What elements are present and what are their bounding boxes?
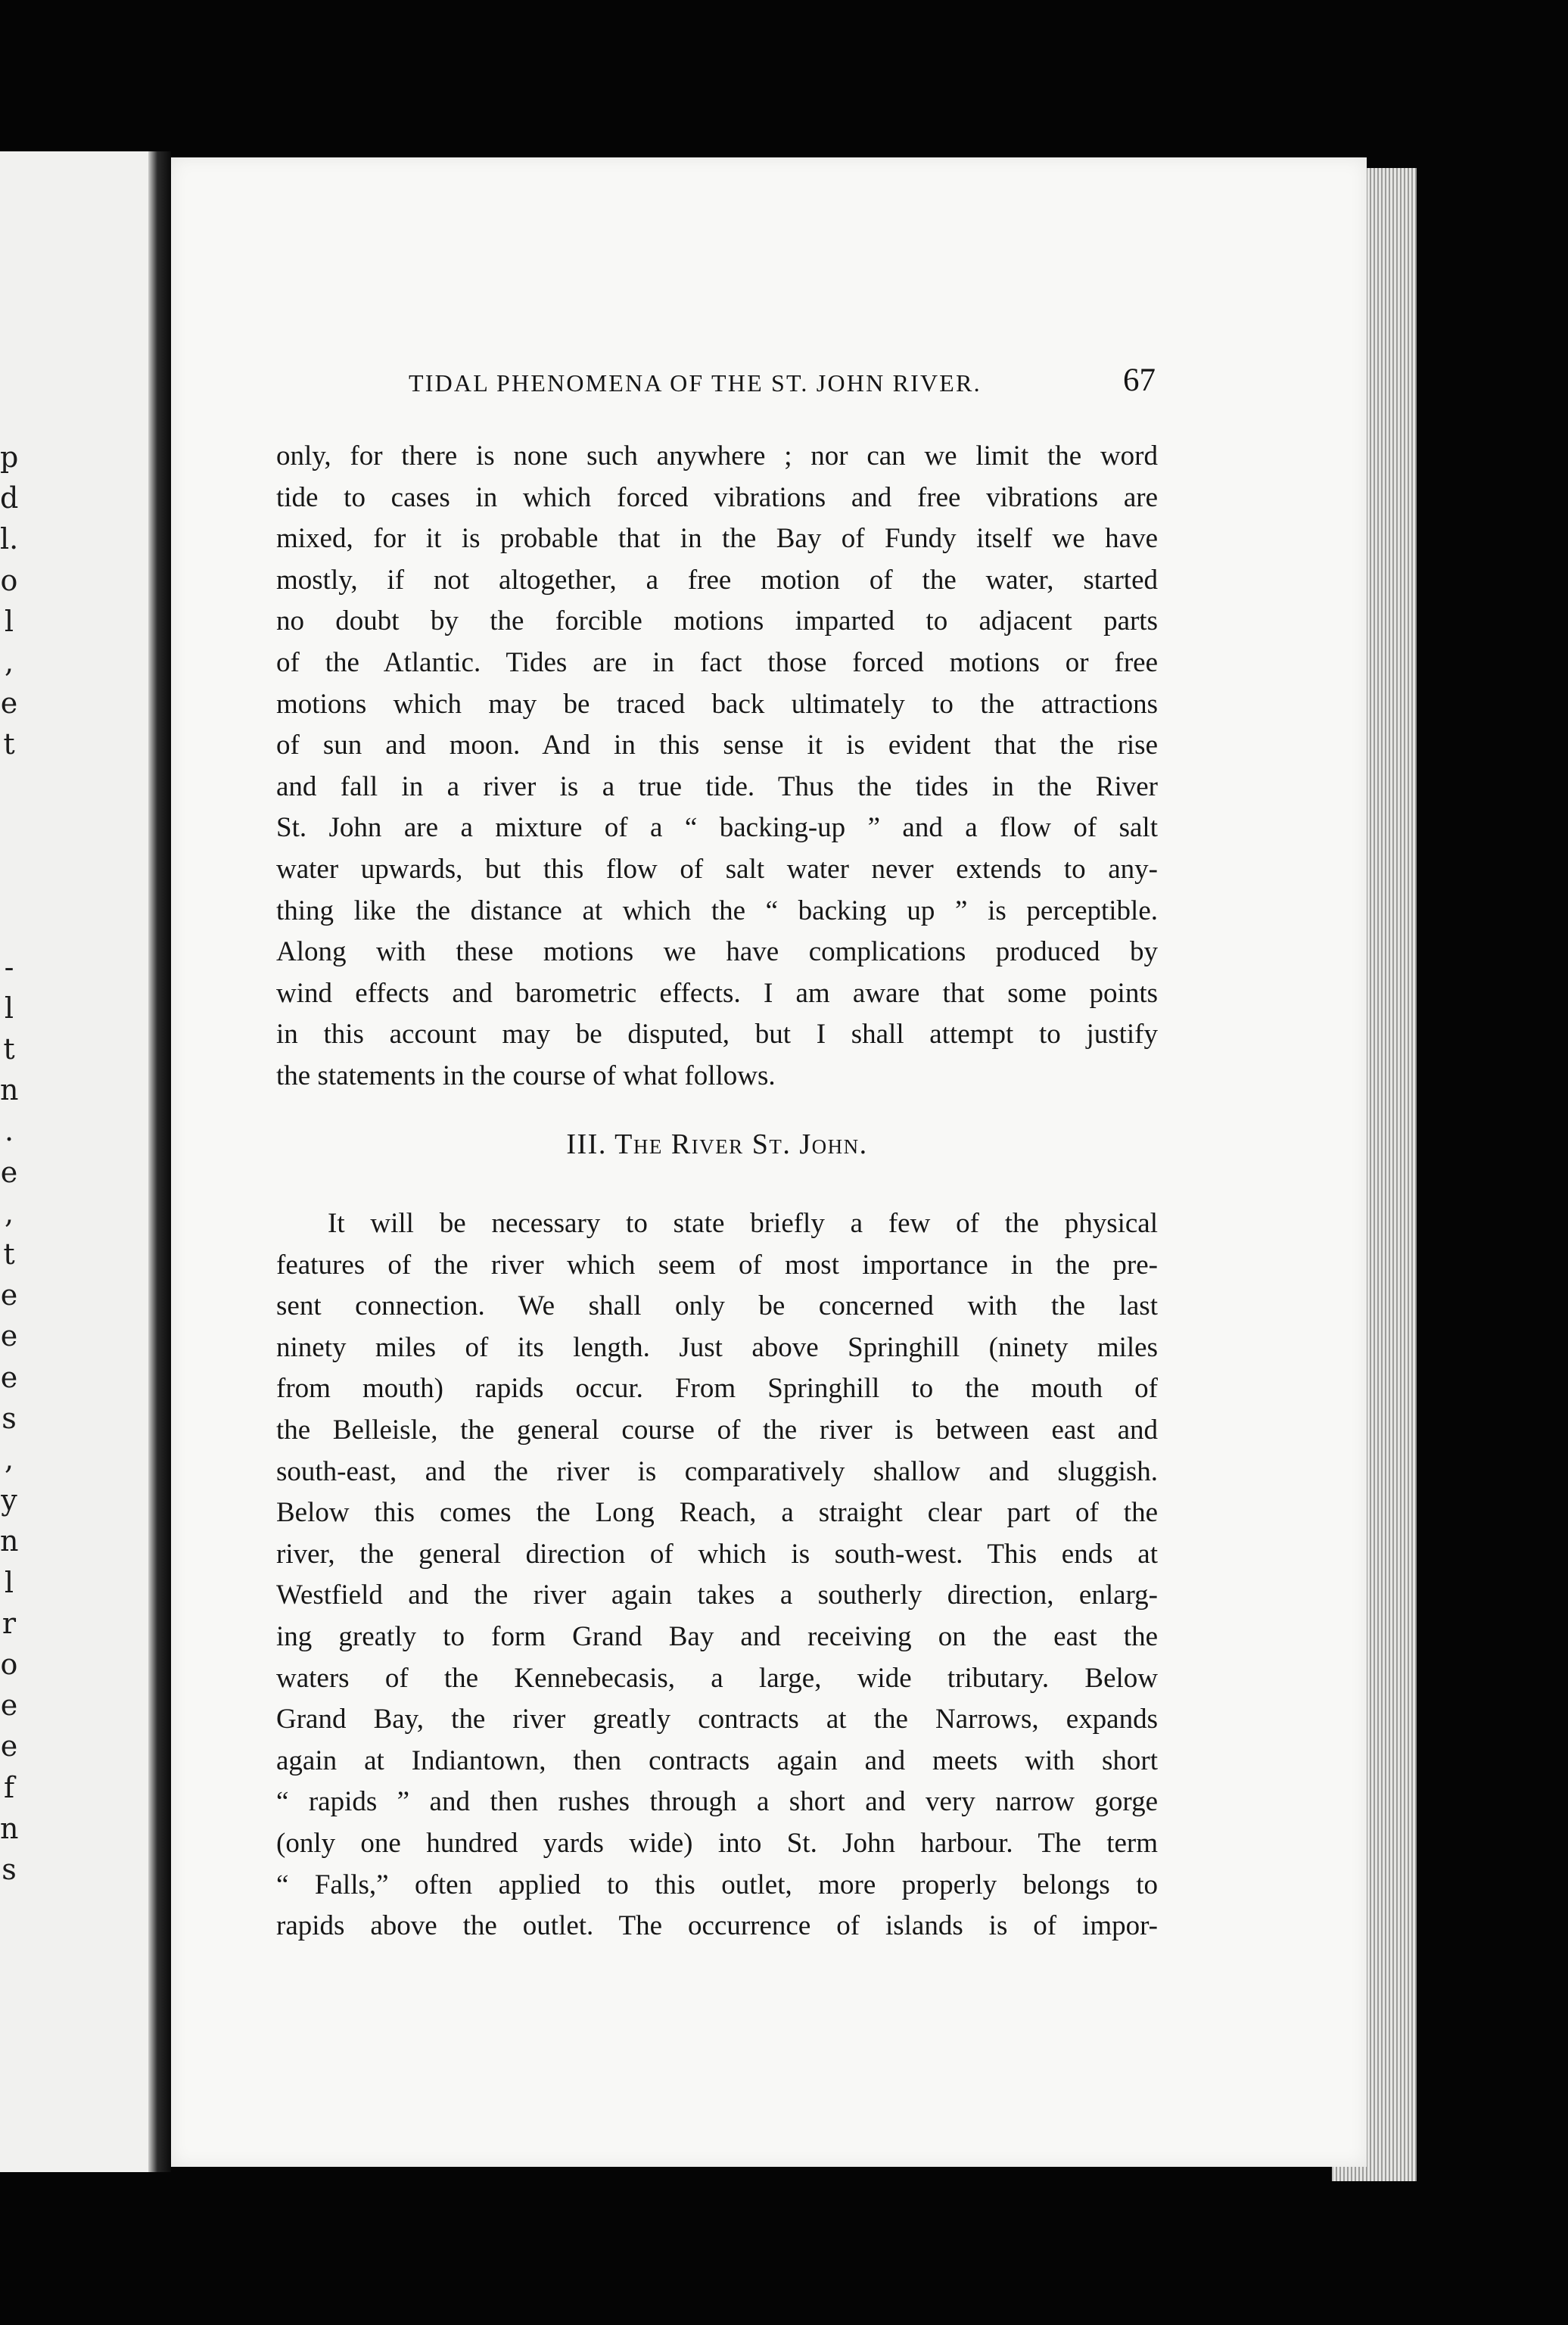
left-page-char: - — [4, 950, 14, 984]
left-page-char: o — [0, 1648, 18, 1681]
text-line: the Belleisle, the general course of the river is between east and — [276, 1414, 1158, 1446]
left-page-char: t — [3, 727, 15, 761]
text-line: thing like the distance at which the “ backing up ” is perceptible. — [276, 895, 1158, 926]
left-page-char: n — [0, 1073, 19, 1107]
left-page-char: d — [0, 481, 19, 515]
left-page-char: r — [2, 1606, 17, 1640]
left-page-char: e — [0, 1319, 18, 1353]
left-page-char: . — [4, 1114, 14, 1148]
text-line: water upwards, but this flow of salt water never extends to any- — [276, 853, 1158, 885]
text-line: and fall in a river is a true tide. Thus the tides in the River — [276, 770, 1158, 802]
left-page-char: e — [0, 1689, 18, 1723]
text-line: south-east, and the river is comparatively shallow and sluggish. — [276, 1455, 1158, 1487]
text-line: the statements in the course of what follows. — [276, 1060, 776, 1091]
text-line: waters of the Kennebecasis, a large, wide tributary. Below — [276, 1662, 1158, 1694]
left-page-char: l — [4, 991, 14, 1025]
text-line: only, for there is none such anywhere ; nor can we limit the word — [276, 440, 1158, 472]
left-page-char: n — [0, 1811, 19, 1845]
left-page-char: e — [0, 686, 18, 721]
section-heading: III. The River St. John. — [566, 1128, 868, 1160]
left-page-char: p — [0, 440, 19, 474]
left-page-char: t — [3, 1032, 15, 1066]
text-line: (only one hundred yards wide) into St. John harbour. The term — [276, 1827, 1158, 1859]
text-line: motions which may be traced back ultimately to the attractions — [276, 688, 1158, 720]
paragraph-1 — [276, 436, 1158, 1097]
previous-page-fragment — [0, 151, 151, 2172]
text-line: from mouth) rapids occur. From Springhill to the mouth of — [276, 1373, 1158, 1405]
left-page-char: e — [0, 1729, 18, 1763]
text-line: again at Indiantown, then contracts again and meets with short — [276, 1745, 1158, 1776]
text-line: Along with these motions we have complications produced by — [276, 936, 1158, 968]
text-line: features of the river which seem of most importance in the pre- — [276, 1249, 1158, 1281]
left-page-char: y — [1, 1483, 17, 1517]
text-line: in this account may be disputed, but I shall attempt to justify — [276, 1019, 1158, 1050]
text-line: “ Falls,” often applied to this outlet, more properly belongs to — [276, 1869, 1158, 1900]
text-line: sent connection. We shall only be concerned with the last — [276, 1290, 1158, 1322]
text-line: wind effects and barometric effects. I am aware that some points — [276, 977, 1158, 1009]
text-line: river, the general direction of which is south-west. This ends at — [276, 1538, 1158, 1570]
left-page-char: e — [0, 1278, 18, 1312]
left-page-char: , — [4, 1196, 14, 1230]
left-page-char: s — [2, 1401, 17, 1435]
left-page-char: o — [0, 563, 18, 597]
text-line: Grand Bay, the river greatly contracts at the Narrows, expands — [276, 1704, 1158, 1735]
page-number: 67 — [1123, 363, 1156, 398]
left-page-char: l. — [0, 522, 19, 556]
text-line: ing greatly to form Grand Bay and receiving on the east the — [276, 1620, 1158, 1652]
text-line: Below this comes the Long Reach, a straight clear part of the — [276, 1497, 1158, 1529]
text-line: of sun and moon. And in this sense it is evident that the rise — [276, 730, 1158, 761]
left-page-char: l — [4, 604, 14, 638]
text-line: St. John are a mixture of a “ backing-up ” and a flow of salt — [276, 812, 1158, 844]
left-page-char: n — [0, 1524, 19, 1558]
left-page-char: , — [4, 1443, 14, 1476]
text-line: Westfield and the river again takes a southerly direction, enlarg- — [276, 1580, 1158, 1611]
left-page-char: f — [3, 1770, 15, 1804]
left-page-char: e — [0, 1360, 18, 1394]
text-line: ninety miles of its length. Just above Springhill (ninety miles — [276, 1331, 1158, 1363]
text-line: “ rapids ” and then rushes through a short and very narrow gorge — [276, 1786, 1158, 1818]
left-page-char: s — [2, 1853, 17, 1886]
left-page-char: , — [4, 646, 14, 679]
left-page-char: e — [0, 1155, 18, 1189]
text-line: mixed, for it is probable that in the Bay of Fundy itself we have — [276, 523, 1158, 555]
left-page-char: t — [3, 1237, 15, 1271]
text-line: of the Atlantic. Tides are in fact those forced motions or free — [276, 646, 1158, 678]
book-gutter — [148, 151, 171, 2172]
left-page-char: l — [4, 1565, 14, 1599]
text-line: tide to cases in which forced vibrations and free vibrations are — [276, 481, 1158, 513]
text-line: rapids above the outlet. The occurrence of islands is of impor- — [276, 1910, 1158, 1942]
text-line: no doubt by the forcible motions imparted to adjacent parts — [276, 605, 1158, 637]
text-line: It will be necessary to state briefly a few of the physical — [328, 1208, 1158, 1239]
text-line: mostly, if not altogether, a free motion of the water, started — [276, 564, 1158, 596]
paragraph-2 — [276, 1203, 1158, 1947]
running-header: TIDAL PHENOMENA OF THE ST. JOHN RIVER. — [409, 369, 982, 397]
